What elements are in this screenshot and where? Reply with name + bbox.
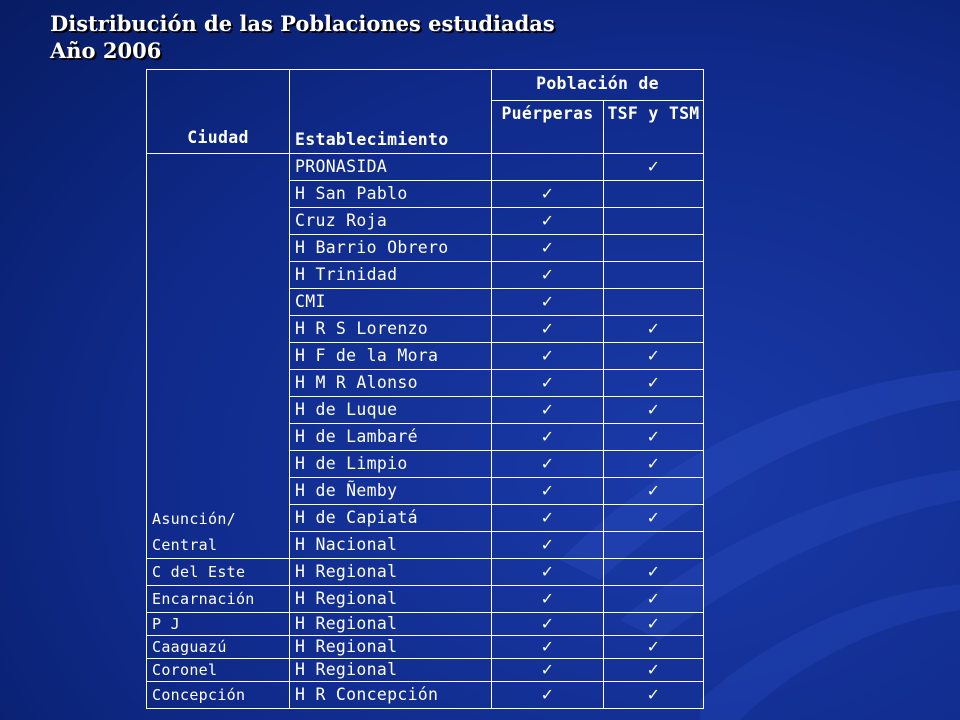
cell-tsf <box>604 586 704 613</box>
cell-tsf <box>604 316 704 343</box>
cell-establecimiento: PRONASIDA <box>290 154 492 181</box>
cell-establecimiento: H Nacional <box>290 532 492 559</box>
check-icon: ✓ <box>540 614 555 633</box>
check-icon: ✓ <box>646 508 661 527</box>
table-row <box>147 559 704 586</box>
cell-puerperas <box>492 559 604 586</box>
check-icon: ✓ <box>646 319 661 338</box>
check-icon: ✓ <box>646 373 661 392</box>
cell-tsf <box>604 289 704 316</box>
check-icon: ✓ <box>540 660 555 679</box>
check-icon: ✓ <box>540 685 555 704</box>
cell-tsf <box>604 636 704 659</box>
check-icon: ✓ <box>646 400 661 419</box>
cell-tsf <box>604 181 704 208</box>
cell-establecimiento: H San Pablo <box>290 181 492 208</box>
check-icon: ✓ <box>646 685 661 704</box>
cell-tsf <box>604 451 704 478</box>
cell-establecimiento: H Trinidad <box>290 262 492 289</box>
cell-puerperas <box>492 208 604 235</box>
cell-tsf <box>604 235 704 262</box>
cell-establecimiento: H de Limpio <box>290 451 492 478</box>
header-tsf: TSF y TSM <box>604 101 704 154</box>
cell-tsf <box>604 532 704 559</box>
page-title <box>50 10 555 64</box>
cell-puerperas <box>492 289 604 316</box>
cell-puerperas <box>492 424 604 451</box>
check-icon: ✓ <box>540 427 555 446</box>
cell-tsf <box>604 424 704 451</box>
cell-ciudad: Caaguazú <box>147 636 290 659</box>
check-icon: ✓ <box>540 184 555 203</box>
cell-puerperas <box>492 235 604 262</box>
check-icon: ✓ <box>540 373 555 392</box>
check-icon: ✓ <box>540 319 555 338</box>
cell-tsf <box>604 559 704 586</box>
check-icon: ✓ <box>540 292 555 311</box>
cell-establecimiento: H Regional <box>290 613 492 636</box>
cell-tsf <box>604 154 704 181</box>
cell-ciudad: C del Este <box>147 559 290 586</box>
table-row <box>147 682 704 709</box>
header-row-1 <box>147 70 704 101</box>
check-icon: ✓ <box>540 535 555 554</box>
cell-puerperas <box>492 532 604 559</box>
table-row <box>147 613 704 636</box>
check-icon: ✓ <box>646 454 661 473</box>
title-line-1: Distribución de las Poblaciones estudiadas <box>50 11 555 36</box>
check-icon: ✓ <box>540 238 555 257</box>
cell-tsf <box>604 370 704 397</box>
cell-tsf <box>604 659 704 682</box>
cell-puerperas <box>492 682 604 709</box>
cell-establecimiento: H M R Alonso <box>290 370 492 397</box>
cell-establecimiento: H de Luque <box>290 397 492 424</box>
cell-establecimiento: H Regional <box>290 586 492 613</box>
cell-tsf <box>604 613 704 636</box>
populations-table <box>146 69 704 709</box>
cell-ciudad: Encarnación <box>147 586 290 613</box>
check-icon: ✓ <box>646 346 661 365</box>
cell-puerperas <box>492 397 604 424</box>
cell-establecimiento: H Regional <box>290 559 492 586</box>
cell-puerperas <box>492 478 604 505</box>
cell-establecimiento: H de Capiatá <box>290 505 492 532</box>
cell-puerperas <box>492 451 604 478</box>
check-icon: ✓ <box>540 562 555 581</box>
check-icon: ✓ <box>540 400 555 419</box>
cell-puerperas <box>492 154 604 181</box>
check-icon: ✓ <box>540 346 555 365</box>
table-row <box>147 154 704 181</box>
check-icon: ✓ <box>646 589 661 608</box>
cell-ciudad: P J <box>147 613 290 636</box>
header-ciudad: Ciudad <box>147 70 290 154</box>
table-row <box>147 636 704 659</box>
cell-puerperas <box>492 613 604 636</box>
cell-puerperas <box>492 316 604 343</box>
check-icon: ✓ <box>646 481 661 500</box>
check-icon: ✓ <box>540 211 555 230</box>
check-icon: ✓ <box>540 637 555 656</box>
cell-establecimiento: H de Lambaré <box>290 424 492 451</box>
cell-tsf <box>604 505 704 532</box>
title-line-2: Año 2006 <box>50 38 162 63</box>
cell-tsf <box>604 478 704 505</box>
cell-puerperas <box>492 636 604 659</box>
cell-puerperas <box>492 505 604 532</box>
check-icon: ✓ <box>646 562 661 581</box>
cell-ciudad: Coronel <box>147 659 290 682</box>
cell-establecimiento: H Barrio Obrero <box>290 235 492 262</box>
header-establecimiento: Establecimiento <box>290 70 492 154</box>
check-icon: ✓ <box>646 660 661 679</box>
cell-tsf <box>604 208 704 235</box>
cell-tsf <box>604 682 704 709</box>
check-icon: ✓ <box>540 454 555 473</box>
cell-establecimiento: H R Concepción <box>290 682 492 709</box>
table-row <box>147 586 704 613</box>
cell-establecimiento: H R S Lorenzo <box>290 316 492 343</box>
cell-tsf <box>604 343 704 370</box>
cell-puerperas <box>492 659 604 682</box>
check-icon: ✓ <box>646 614 661 633</box>
cell-puerperas <box>492 343 604 370</box>
check-icon: ✓ <box>540 265 555 284</box>
cell-establecimiento: H F de la Mora <box>290 343 492 370</box>
cell-tsf <box>604 397 704 424</box>
cell-establecimiento: CMI <box>290 289 492 316</box>
table-row <box>147 659 704 682</box>
cell-puerperas <box>492 262 604 289</box>
cell-puerperas <box>492 370 604 397</box>
cell-puerperas <box>492 586 604 613</box>
check-icon: ✓ <box>646 427 661 446</box>
header-poblacion: Población de <box>492 70 704 101</box>
cell-ciudad: Concepción <box>147 682 290 709</box>
check-icon: ✓ <box>646 637 661 656</box>
header-puerperas: Puérperas <box>492 101 604 154</box>
table-body <box>147 154 704 709</box>
cell-ciudad: Asunción/ Central <box>147 154 290 559</box>
check-icon: ✓ <box>540 481 555 500</box>
cell-establecimiento: H de Ñemby <box>290 478 492 505</box>
check-icon: ✓ <box>540 589 555 608</box>
check-icon: ✓ <box>646 157 661 176</box>
cell-puerperas <box>492 181 604 208</box>
cell-establecimiento: H Regional <box>290 636 492 659</box>
check-icon: ✓ <box>540 508 555 527</box>
cell-tsf <box>604 262 704 289</box>
cell-establecimiento: H Regional <box>290 659 492 682</box>
cell-establecimiento: Cruz Roja <box>290 208 492 235</box>
